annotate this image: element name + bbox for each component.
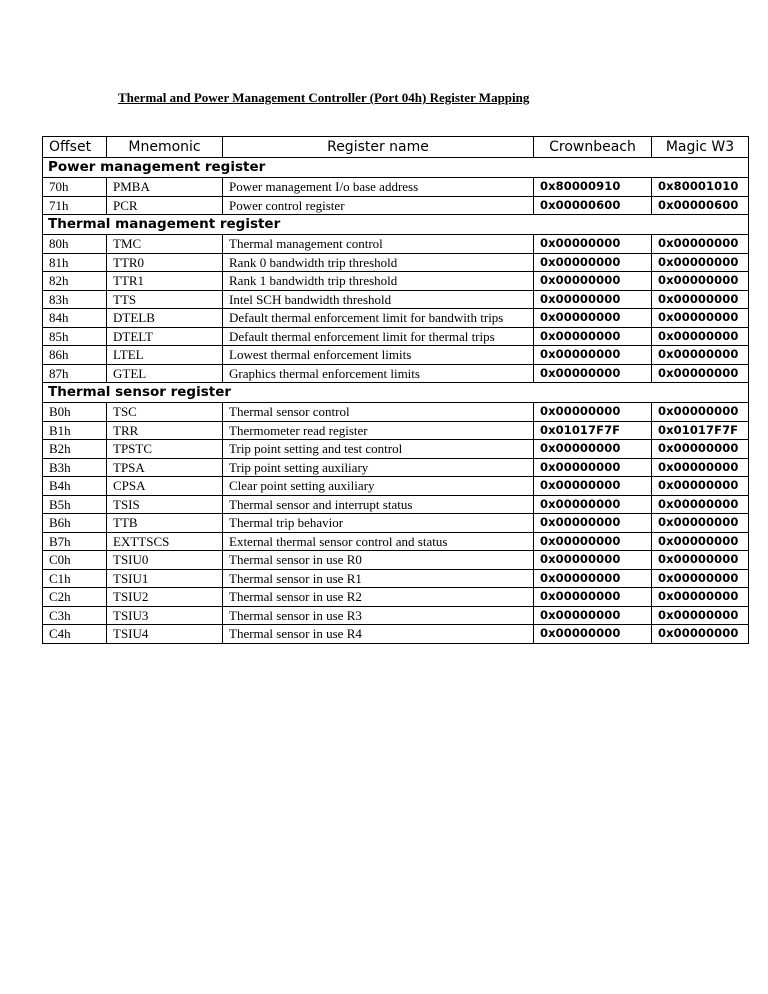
table-row [43,253,749,272]
table-row [43,196,749,215]
mnemonic-cell: PCR [107,196,223,215]
mnemonic-cell: TSC [107,403,223,422]
table-row [43,606,749,625]
table-row [43,421,749,440]
offset-cell: 84h [43,309,107,328]
mnemonic-cell: TSIS [107,495,223,514]
register-name-cell: Thermal sensor and interrupt status [223,495,534,514]
section-row [43,215,749,235]
mnemonic-cell: TSIU0 [107,551,223,570]
crownbeach-value-cell: 0x00000000 [534,532,652,551]
offset-cell: C4h [43,625,107,644]
magic-w3-value-cell: 0x00000000 [652,290,749,309]
magic-w3-value-cell: 0x00000000 [652,532,749,551]
crownbeach-value-cell: 0x00000000 [534,606,652,625]
offset-cell: B7h [43,532,107,551]
magic-w3-value-cell: 0x00000000 [652,458,749,477]
section-row [43,383,749,403]
table-row [43,346,749,365]
offset-cell: B6h [43,514,107,533]
offset-cell: 71h [43,196,107,215]
crownbeach-value-cell: 0x00000000 [534,290,652,309]
mnemonic-cell: CPSA [107,477,223,496]
table-row [43,440,749,459]
crownbeach-value-cell: 0x00000000 [534,458,652,477]
offset-cell: 80h [43,235,107,254]
crownbeach-value-cell: 0x00000000 [534,569,652,588]
magic-w3-value-cell: 0x00000000 [652,514,749,533]
register-name-cell: Thermal sensor in use R2 [223,588,534,607]
mnemonic-cell: DTELB [107,309,223,328]
crownbeach-value-cell: 0x00000000 [534,495,652,514]
table-body [43,158,749,644]
register-name-cell: Thermal sensor control [223,403,534,422]
crownbeach-value-cell: 0x00000000 [534,346,652,365]
offset-cell: C3h [43,606,107,625]
magic-w3-value-cell: 0x00000000 [652,346,749,365]
mnemonic-cell: TPSTC [107,440,223,459]
table-row [43,532,749,551]
offset-cell: 82h [43,272,107,291]
offset-cell: C0h [43,551,107,570]
register-name-cell: Thermal management control [223,235,534,254]
register-name-cell: Thermometer read register [223,421,534,440]
mnemonic-cell: TPSA [107,458,223,477]
register-name-cell: Trip point setting auxiliary [223,458,534,477]
crownbeach-value-cell: 0x00000000 [534,253,652,272]
table-row [43,458,749,477]
crownbeach-value-cell: 0x00000000 [534,309,652,328]
register-name-cell: Thermal sensor in use R4 [223,625,534,644]
table-row [43,403,749,422]
table-row [43,327,749,346]
table-row [43,178,749,197]
register-name-cell: Graphics thermal enforcement limits [223,364,534,383]
crownbeach-value-cell: 0x00000600 [534,196,652,215]
table-row [43,272,749,291]
register-table [42,136,749,644]
offset-cell: 87h [43,364,107,383]
magic-w3-value-cell: 0x01017F7F [652,421,749,440]
crownbeach-value-cell: 0x00000000 [534,364,652,383]
table-row [43,495,749,514]
offset-cell: 86h [43,346,107,365]
mnemonic-cell: EXTTSCS [107,532,223,551]
crownbeach-value-cell: 0x00000000 [534,588,652,607]
crownbeach-value-cell: 0x00000000 [534,625,652,644]
crownbeach-value-cell: 0x80000910 [534,178,652,197]
header-crownbeach: Crownbeach [534,137,652,158]
mnemonic-cell: DTELT [107,327,223,346]
register-name-cell: Power control register [223,196,534,215]
section-row [43,158,749,178]
table-row [43,588,749,607]
mnemonic-cell: TRR [107,421,223,440]
table-row [43,551,749,570]
crownbeach-value-cell: 0x00000000 [534,403,652,422]
table-row [43,309,749,328]
magic-w3-value-cell: 0x00000000 [652,606,749,625]
crownbeach-value-cell: 0x00000000 [534,551,652,570]
crownbeach-value-cell: 0x00000000 [534,514,652,533]
offset-cell: C1h [43,569,107,588]
mnemonic-cell: TSIU1 [107,569,223,588]
header-register-name: Register name [223,137,534,158]
crownbeach-value-cell: 0x01017F7F [534,421,652,440]
header-mnemonic: Mnemonic [107,137,223,158]
mnemonic-cell: TSIU3 [107,606,223,625]
magic-w3-value-cell: 0x00000000 [652,272,749,291]
table-row [43,514,749,533]
offset-cell: B5h [43,495,107,514]
magic-w3-value-cell: 0x00000000 [652,309,749,328]
mnemonic-cell: LTEL [107,346,223,365]
table-row [43,477,749,496]
register-name-cell: Default thermal enforcement limit for thermal trips [223,327,534,346]
mnemonic-cell: GTEL [107,364,223,383]
magic-w3-value-cell: 0x80001010 [652,178,749,197]
header-magic-w3: Magic W3 [652,137,749,158]
offset-cell: B3h [43,458,107,477]
offset-cell: C2h [43,588,107,607]
magic-w3-value-cell: 0x00000000 [652,440,749,459]
register-name-cell: External thermal sensor control and status [223,532,534,551]
table-row [43,569,749,588]
table-header-row [43,137,749,158]
magic-w3-value-cell: 0x00000000 [652,588,749,607]
register-name-cell: Default thermal enforcement limit for bandwith trips [223,309,534,328]
register-name-cell: Clear point setting auxiliary [223,477,534,496]
magic-w3-value-cell: 0x00000000 [652,551,749,570]
table-row [43,290,749,309]
register-name-cell: Trip point setting and test control [223,440,534,459]
register-name-cell: Intel SCH bandwidth threshold [223,290,534,309]
crownbeach-value-cell: 0x00000000 [534,272,652,291]
offset-cell: B4h [43,477,107,496]
register-name-cell: Thermal sensor in use R1 [223,569,534,588]
header-offset: Offset [43,137,107,158]
register-name-cell: Power management I/o base address [223,178,534,197]
mnemonic-cell: TTR0 [107,253,223,272]
register-name-cell: Lowest thermal enforcement limits [223,346,534,365]
table-row [43,625,749,644]
magic-w3-value-cell: 0x00000000 [652,477,749,496]
mnemonic-cell: TTS [107,290,223,309]
offset-cell: 81h [43,253,107,272]
offset-cell: 70h [43,178,107,197]
offset-cell: 85h [43,327,107,346]
mnemonic-cell: TTB [107,514,223,533]
crownbeach-value-cell: 0x00000000 [534,235,652,254]
mnemonic-cell: TSIU4 [107,625,223,644]
register-name-cell: Rank 0 bandwidth trip threshold [223,253,534,272]
magic-w3-value-cell: 0x00000000 [652,569,749,588]
offset-cell: 83h [43,290,107,309]
mnemonic-cell: PMBA [107,178,223,197]
magic-w3-value-cell: 0x00000000 [652,327,749,346]
register-name-cell: Thermal sensor in use R3 [223,606,534,625]
magic-w3-value-cell: 0x00000000 [652,235,749,254]
mnemonic-cell: TTR1 [107,272,223,291]
magic-w3-value-cell: 0x00000000 [652,625,749,644]
magic-w3-value-cell: 0x00000000 [652,403,749,422]
mnemonic-cell: TMC [107,235,223,254]
section-title: Thermal management register [43,215,749,235]
magic-w3-value-cell: 0x00000000 [652,253,749,272]
mnemonic-cell: TSIU2 [107,588,223,607]
section-title: Thermal sensor register [43,383,749,403]
section-title: Power management register [43,158,749,178]
table-row [43,235,749,254]
table-row [43,364,749,383]
magic-w3-value-cell: 0x00000600 [652,196,749,215]
register-name-cell: Rank 1 bandwidth trip threshold [223,272,534,291]
crownbeach-value-cell: 0x00000000 [534,327,652,346]
offset-cell: B2h [43,440,107,459]
offset-cell: B1h [43,421,107,440]
crownbeach-value-cell: 0x00000000 [534,440,652,459]
document-title: Thermal and Power Management Controller (Port 04h) Register Mapping [118,90,530,105]
magic-w3-value-cell: 0x00000000 [652,495,749,514]
register-name-cell: Thermal trip behavior [223,514,534,533]
offset-cell: B0h [43,403,107,422]
register-name-cell: Thermal sensor in use R0 [223,551,534,570]
crownbeach-value-cell: 0x00000000 [534,477,652,496]
magic-w3-value-cell: 0x00000000 [652,364,749,383]
